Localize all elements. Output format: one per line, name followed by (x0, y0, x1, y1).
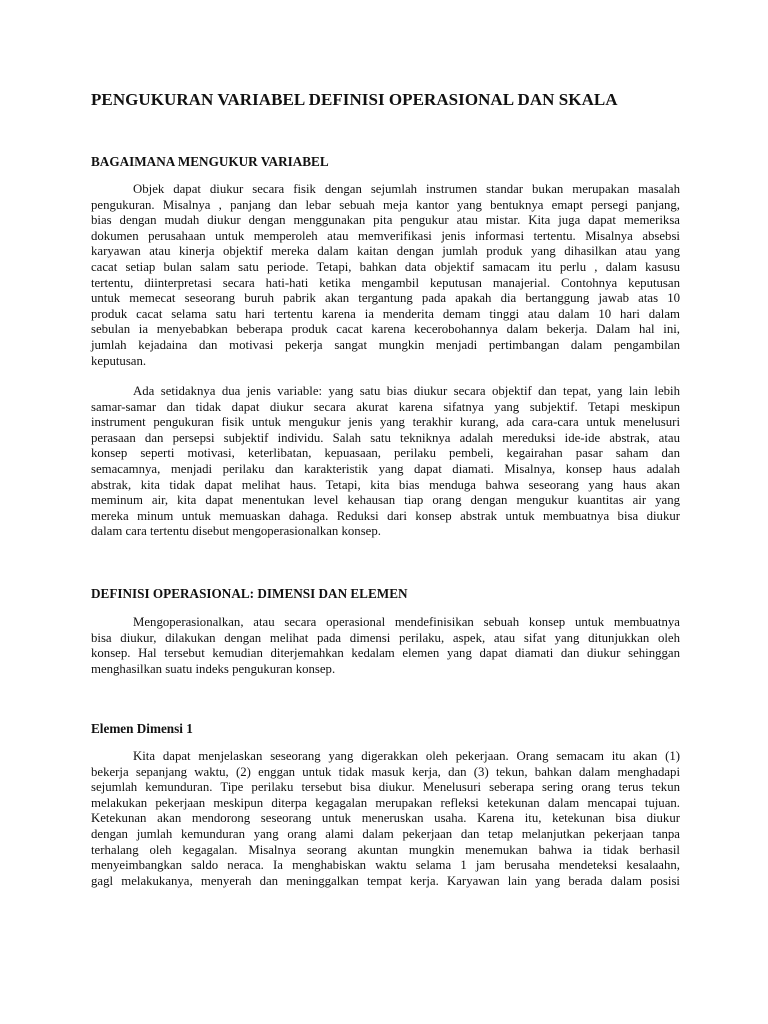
paragraph-line: konsep seperti motivasi, keterlibatan, kepuasaan, perilaku pembeli, kegairahan pasar saham dan (91, 446, 680, 461)
paragraph-line: keputusan. (91, 353, 147, 368)
paragraph-line: sejumlah kemunduran. Tipe perilaku tersebut bisa diukur. Menelusuri seberapa sering orang terus tekun (91, 780, 680, 795)
paragraph-line: gagl melakukanya, menyerah dan meninggalkan tempat kerja. Karyawan lain yang berada dalam posisi (91, 873, 680, 888)
section-heading-definisi-operasional: DEFINISI OPERASIONAL: DIMENSI DAN ELEMEN (91, 586, 408, 601)
paragraph-line: Kita dapat menjelaskan seseorang yang digerakkan oleh pekerjaan. Orang semacam itu akan (1) (133, 749, 680, 763)
paragraph-line: samar-samar dan tidak dapat diukur secara akurat karena sifatnya yang subjektif. Tetapi meskipun (91, 399, 680, 414)
paragraph-line: Ketekunan akan mendorong seseorang untuk meneruskan usaha. Karena itu, ketekunan bisa diukur (91, 811, 680, 826)
paragraph-line: terhalang oleh kegagalan. Misalnya seorang akuntan mungkin menemukan bahwa ia tidak berhasil (91, 842, 680, 857)
paragraph-line: cacat setiap bulan salam satu periode. Tetapi, bahkan data objektif samacam itu perlu , dalam kasusu (91, 259, 680, 274)
paragraph-line: menghasilkan suatu indeks pengukuran konsep. (91, 661, 336, 676)
paragraph-line: bias dengan mudah diukur dengan menggunakan pita pengukur atau mistar. Kita juga dapat memeriksa (91, 213, 680, 228)
paragraph-dua-jenis-variable (91, 384, 680, 540)
paragraph-digerakkan-pekerjaan (91, 749, 680, 889)
paragraph-line: produk cacat selama satu hari tertentu karena ia menderita demam tinggi atau dalam 10 hari dalam (91, 306, 680, 321)
paragraph-line: abstrak, kita tidak dapat melihat haus. Tetapi, kita bias menduga bahwa seseorang yang haus akan (91, 477, 680, 492)
paragraph-line: menyeimbangkan saldo neraca. Ia menghabiskan waktu selama 1 jam berusaha mendeteksi kesalaahn, (91, 858, 680, 873)
paragraph-line: dokumen perusahaan untuk memperoleh atau memverifikasi jenis informasi tertentu. Misalnya absebsi (91, 228, 680, 243)
paragraph-line: bekerja sepanjang waktu, (2) enggan untuk tidak masuk kerja, dan (3) tekun, bahkan dalam menghadapi (91, 764, 680, 779)
paragraph-line: perasaan dan persepsi subjektif individu. Salah satu tekniknya adalah mereduksi ide-ide abstrak, atau (91, 430, 680, 445)
paragraph-line: dalam cara tertentu disebut mengoperasionalkan konsep. (91, 524, 381, 539)
paragraph-line: sebulan ia menyebabkan beberapa produk cacat karena kecerobohannya dalam bekerja. Dalam hal ini, (91, 322, 680, 337)
paragraph-line: konsep. Hal tersebut kemudian diterjemahkan kedalam elemen yang dapat diamati dan diukur sehinggan (91, 646, 680, 661)
section-heading-elemen-dimensi-1: Elemen Dimensi 1 (91, 721, 193, 736)
paragraph-line: pengukuran. Misalnya , panjang dan lebar sebuah meja kantor yang bentuknya emapt persegi panjang, (91, 197, 680, 212)
paragraph-line: dengan jumlah kemunduran yang orang alami dalam pekerjaan dan tetap melanjutkan pekerjaan tanpa (91, 826, 680, 841)
paragraph-line: karyawan atau kinerja objektif mereka dalam kaitan dengan jumlah produk yang dihasilkan atau yang (91, 244, 680, 259)
paragraph-line: Ada setidaknya dua jenis variable: yang satu bias diukur secara objektif dan tepat, yang lain lebih (133, 384, 680, 398)
paragraph-line: semacamnya, menjadi perilaku dan karakteristik yang dapat diamati. Misalnya, konsep haus adalah (91, 461, 680, 476)
paragraph-line: bisa diukur, dilakukan dengan melihat pada dimensi perilaku, aspek, atau sifat yang ditunjukkan oleh (91, 630, 680, 645)
document-title: PENGUKURAN VARIABEL DEFINISI OPERASIONAL DAN SKALA (91, 90, 618, 109)
paragraph-line: melakukan pekerjaan meskipun diterpa kegagalan merupakan refleksi ketekunan dalam mencapai tujuan. (91, 795, 680, 810)
paragraph-line: mereka minum untuk memuaskan dahaga. Reduksi dari konsep abstrak untuk membuatnya bisa diukur (91, 508, 680, 523)
paragraph-line: meminum air, kita dapat menentukan level kehausan tiap orang dengan mengukur kuantitas air yang (91, 493, 680, 508)
paragraph-line: jumlah kejadaina dan motivasi pekerja sangat mungkin menjadi pertimbangan dalam pengambilan (91, 337, 680, 352)
paragraph-objek-diukur (91, 182, 680, 369)
paragraph-line: instrument pengukuran fisik untuk mengukur jenis yang terakhir kurang, ada cara-cara untuk menelusuri (91, 415, 680, 430)
paragraph-line: Mengoperasionalkan, atau secara operasional mendefinisikan sebuah konsep untuk membuatnya (133, 615, 680, 629)
paragraph-mengoperasionalkan (91, 615, 680, 677)
paragraph-line: untuk memecat seseorang buruh pabrik akan tergantung pada apakah dia bertanggung jawab atas 10 (91, 291, 680, 306)
paragraph-line: tertentu, diinterpretasi secara hati-hati ketika mengambil keputusan manajerial. Contohnya keputusan (91, 275, 680, 290)
paragraph-line: Objek dapat diukur secara fisik dengan sejumlah instrumen standar bukan merupakan masalah (133, 182, 680, 196)
section-heading-mengukur-variabel: BAGAIMANA MENGUKUR VARIABEL (91, 154, 329, 169)
